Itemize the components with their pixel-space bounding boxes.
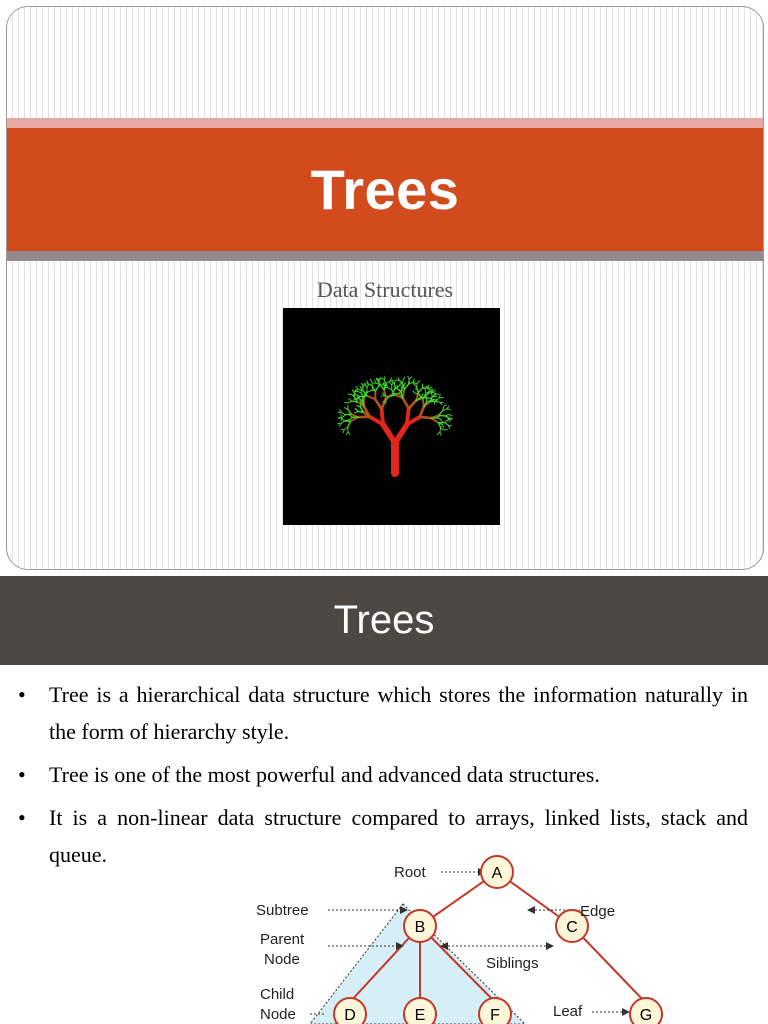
tree-leaf	[445, 423, 449, 426]
tree-leaf	[348, 421, 351, 427]
tree-leaf	[367, 390, 371, 392]
tree-leaf	[386, 384, 387, 387]
tree-branch	[367, 396, 375, 399]
tree-leaf	[394, 380, 395, 383]
tree-leaf	[360, 396, 366, 397]
tree-branch	[375, 399, 381, 409]
tree-leaf	[448, 419, 451, 420]
node-b	[404, 910, 436, 942]
bullet-icon: •	[18, 762, 26, 787]
node-label: A	[491, 865, 503, 882]
title-slide	[6, 6, 764, 570]
leaf-label: Leaf	[553, 1003, 583, 1020]
node-d	[334, 998, 366, 1024]
tree-leaf	[404, 383, 406, 386]
bullet-icon: •	[18, 805, 26, 830]
tree-leaf	[345, 414, 351, 415]
child-label-line2: Node	[260, 1006, 296, 1023]
node-label: B	[414, 919, 426, 936]
tree-leaf	[345, 421, 351, 422]
tree-leaf	[379, 378, 380, 381]
tree-leaf	[339, 418, 342, 419]
bullet-text: It is a non-linear data structure compared to arrays, linked lists, stack and queue.	[49, 805, 748, 867]
tree-leaf	[345, 402, 348, 403]
bullet-item	[16, 676, 748, 750]
tree-leaf	[348, 409, 351, 414]
tree-diagram	[250, 854, 680, 1024]
node-f	[479, 998, 511, 1024]
node-label: F	[490, 1007, 500, 1024]
slide-title: Trees	[333, 598, 435, 642]
tree-branch	[420, 417, 431, 418]
node-label: C	[566, 919, 578, 936]
node-label: E	[414, 1007, 426, 1024]
tree-leaf	[365, 384, 367, 387]
fractal-tree-image	[283, 308, 500, 525]
tree-leaf	[349, 399, 352, 401]
slide-title: Trees	[310, 158, 460, 221]
bullet-text: Tree is one of the most powerful and advanced data structures.	[49, 762, 600, 787]
tree-branch	[395, 425, 407, 443]
tree-leaf	[356, 386, 358, 389]
tree-leaf	[367, 384, 369, 387]
tree-leaf	[449, 414, 452, 415]
siblings-arrow-right-icon	[546, 942, 554, 950]
bullet-item	[16, 756, 748, 793]
bullet-list	[16, 676, 748, 879]
title-band	[7, 128, 763, 251]
parent-label-line1: Parent	[260, 931, 305, 948]
tree-leaf	[358, 389, 363, 390]
tree-leaf	[441, 428, 445, 430]
tree-leaf	[444, 405, 447, 407]
node-g	[630, 998, 662, 1024]
tree-leaf	[357, 391, 361, 393]
tree-leaf	[388, 387, 392, 389]
node-label: D	[344, 1007, 356, 1024]
tree-leaf	[375, 386, 379, 391]
bullet-text: Tree is a hierarchical data structure which stores the information naturally in the form of hierarchy style.	[49, 682, 748, 744]
tree-leaf	[399, 383, 400, 386]
child-label-line1: Child	[260, 986, 295, 1003]
subtree-label: Subtree	[256, 902, 309, 919]
tree-diagram-svg	[250, 854, 680, 1024]
tree-leaf	[417, 381, 419, 383]
tree-branch	[383, 424, 395, 443]
tree-branch	[403, 398, 409, 409]
accent-stripe-bottom	[7, 251, 763, 261]
tree-leaf	[384, 387, 387, 388]
tree-branch	[409, 400, 417, 408]
siblings-label: Siblings	[486, 955, 539, 972]
node-e	[404, 998, 436, 1024]
tree-leaf	[440, 428, 441, 432]
tree-leaf	[380, 385, 384, 390]
tree-leaf	[390, 382, 392, 385]
tree-leaf	[348, 401, 352, 403]
tree-leaf	[342, 415, 345, 418]
tree-leaf	[441, 419, 443, 422]
tree-branch	[420, 407, 424, 417]
edge-arrow-icon	[527, 906, 535, 914]
tree-leaf	[341, 413, 345, 415]
tree-leaf	[437, 418, 441, 420]
tree-leaf	[429, 387, 431, 389]
tree-leaf	[367, 381, 368, 384]
tree-leaf	[349, 417, 352, 420]
tree-leaf	[384, 377, 385, 380]
tree-leaf	[425, 389, 426, 393]
tree-leaf	[445, 420, 449, 423]
tree-leaf	[341, 421, 345, 424]
bullet-icon: •	[18, 682, 26, 707]
tree-branch	[382, 409, 383, 424]
node-a	[481, 856, 513, 888]
tree-leaf	[445, 416, 448, 417]
tree-leaf	[442, 424, 444, 427]
tree-leaf	[413, 382, 417, 383]
tree-leaf	[344, 427, 348, 429]
tree-leaf	[434, 396, 437, 397]
leaf-arrow-icon	[622, 1008, 630, 1016]
tree-leaf	[360, 403, 361, 407]
tree-branch	[384, 390, 386, 399]
edge-label: Edge	[580, 903, 616, 920]
tree-leaf	[403, 377, 405, 379]
tree-leaf	[413, 391, 415, 393]
tree-leaf	[431, 393, 432, 397]
tree-leaf	[357, 405, 361, 407]
tree-leaf	[355, 409, 358, 412]
tree-leaf	[392, 382, 394, 385]
tree-leaf	[425, 386, 426, 389]
tree-leaf	[357, 397, 360, 398]
tree-leaf	[428, 392, 432, 393]
tree-leaf	[439, 411, 443, 415]
tree-leaf	[437, 432, 440, 434]
root-label: Root	[394, 864, 426, 881]
node-label: G	[639, 1007, 653, 1024]
slide-header	[0, 576, 768, 665]
tree-leaf	[404, 384, 408, 389]
tree-leaf	[346, 432, 348, 435]
accent-stripe-top	[7, 118, 763, 128]
tree-leaf	[370, 379, 372, 382]
parent-label-line2: Node	[264, 951, 300, 968]
content-slide	[0, 576, 768, 1024]
slide-subtitle: Data Structures	[316, 277, 454, 302]
tree-leaf	[409, 377, 412, 380]
fractal-tree-drawing	[283, 308, 500, 525]
